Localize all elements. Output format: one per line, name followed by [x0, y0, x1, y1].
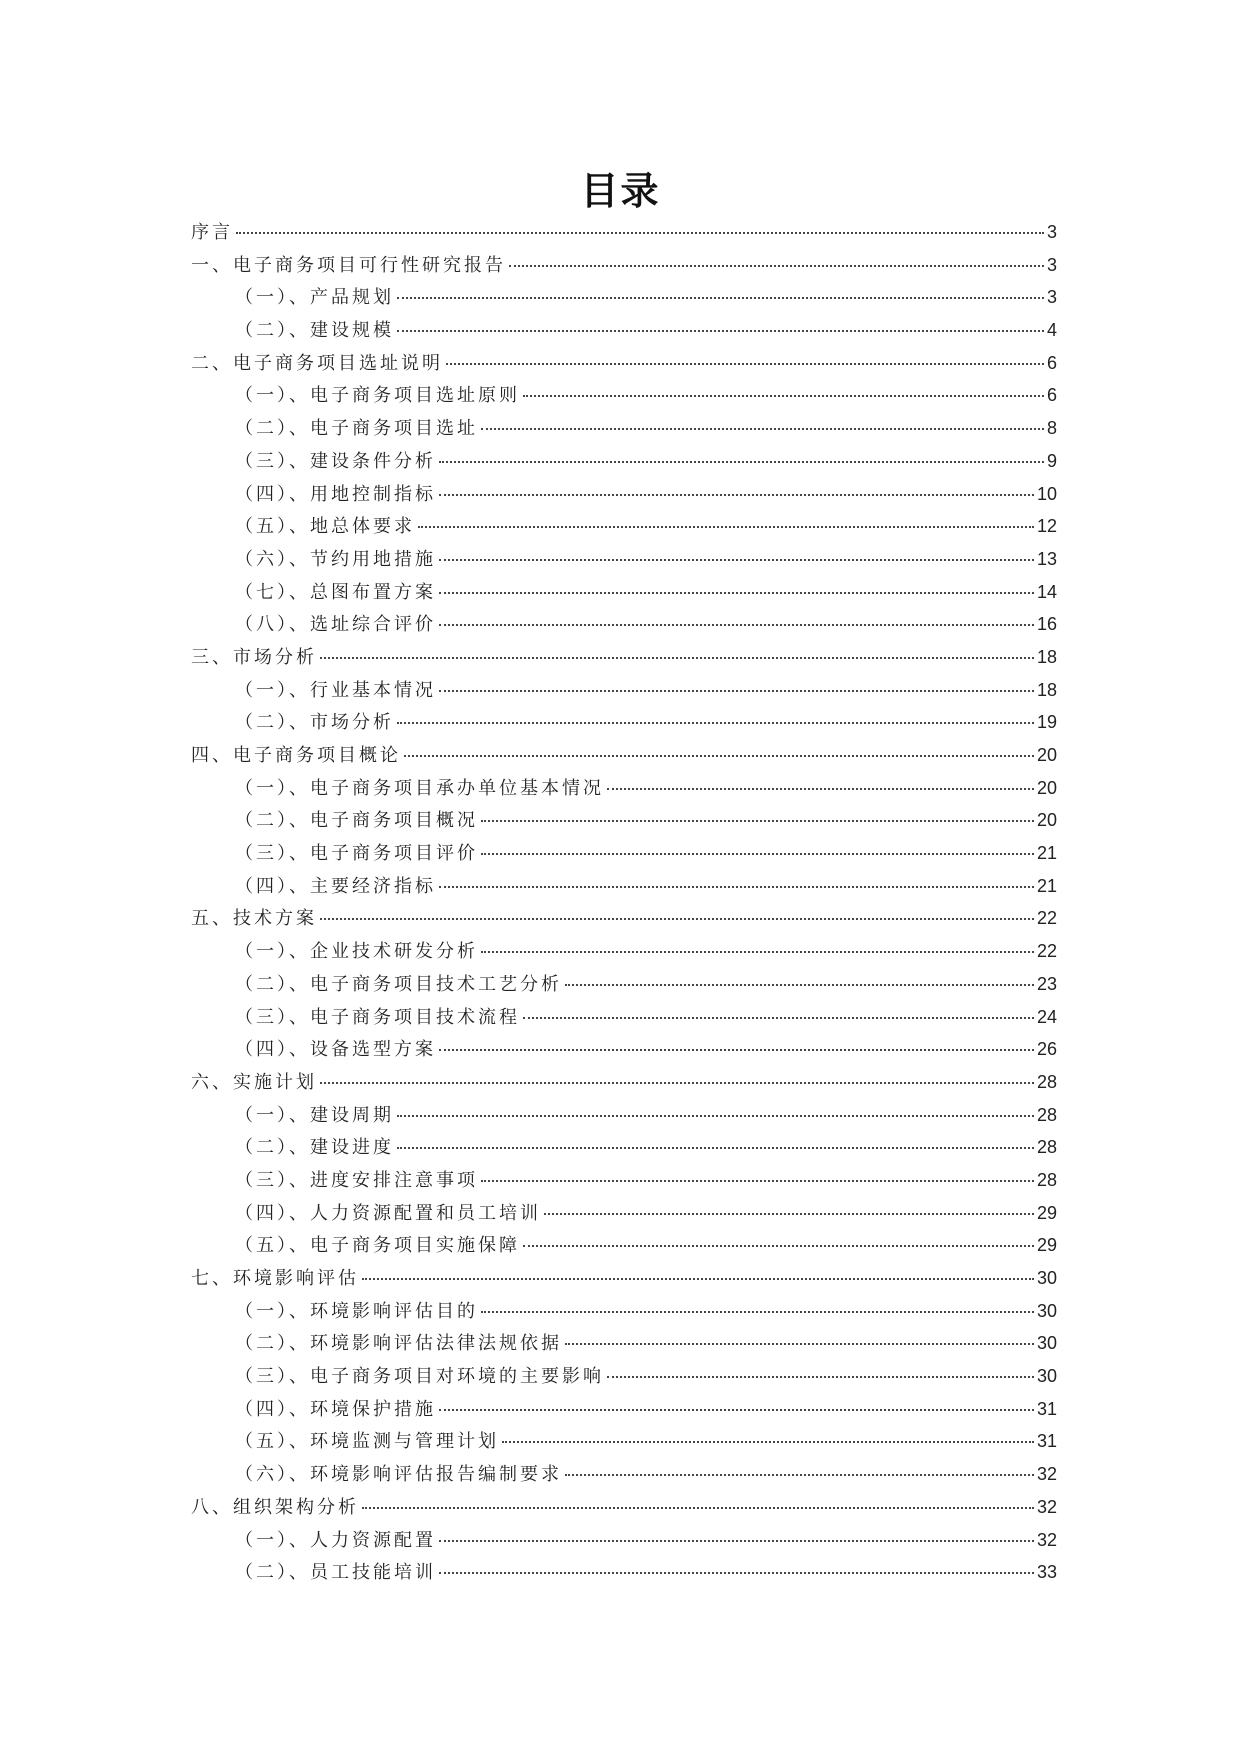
toc-entry-label: （一）、产品规划 — [235, 287, 394, 309]
toc-page-number: 6 — [1046, 352, 1057, 373]
toc-page-number: 20 — [1036, 777, 1057, 798]
toc-page-number: 20 — [1036, 810, 1057, 831]
toc-entry-label: （二）、环境影响评估法律法规依据 — [235, 1333, 562, 1355]
toc-dot-leader — [397, 296, 1044, 299]
toc-section-entry[interactable] — [191, 1133, 1057, 1166]
toc-dot-leader — [439, 885, 1034, 888]
toc-section-entry[interactable] — [191, 1166, 1057, 1199]
toc-entry-label: 一、电子商务项目可行性研究报告 — [191, 254, 506, 276]
toc-entry-label: （二）、电子商务项目概况 — [235, 810, 478, 832]
toc-dot-leader — [523, 1244, 1034, 1247]
toc-section-entry[interactable] — [191, 414, 1057, 447]
toc-entry-label: （一）、建设周期 — [235, 1104, 394, 1126]
toc-page-number: 18 — [1036, 679, 1057, 700]
toc-dot-leader — [362, 1277, 1034, 1280]
toc-entry-label: （二）、建设进度 — [235, 1137, 394, 1159]
toc-dot-leader — [439, 1571, 1034, 1574]
toc-page-number: 8 — [1046, 418, 1057, 439]
toc-page-number: 21 — [1036, 875, 1057, 896]
toc-dot-leader — [523, 394, 1044, 397]
page-title: 目录 — [580, 169, 661, 213]
toc-dot-leader — [439, 1408, 1034, 1411]
toc-dot-leader — [439, 689, 1034, 692]
toc-entry-label: （三）、电子商务项目技术流程 — [235, 1006, 520, 1028]
toc-entry-label: （五）、环境监测与管理计划 — [235, 1431, 499, 1453]
toc-section-entry[interactable] — [191, 447, 1057, 480]
toc-page-number: 13 — [1036, 548, 1057, 569]
toc-page-number: 16 — [1036, 614, 1057, 635]
toc-page-number: 22 — [1036, 941, 1057, 962]
toc-page-number: 23 — [1036, 973, 1057, 994]
toc-dot-leader — [362, 1506, 1034, 1509]
toc-entry-label: 二、电子商务项目选址说明 — [191, 352, 443, 374]
toc-dot-leader — [439, 591, 1034, 594]
toc-entry-label: （一）、环境影响评估目的 — [235, 1300, 478, 1322]
toc-page-number: 28 — [1036, 1137, 1057, 1158]
toc-entry-label: （一）、行业基本情况 — [235, 679, 436, 701]
toc-section-entry[interactable] — [191, 970, 1057, 1003]
toc-dot-leader — [397, 721, 1034, 724]
toc-chapter-entry[interactable] — [191, 904, 1057, 937]
toc-section-entry[interactable] — [191, 1558, 1057, 1591]
toc-dot-leader — [397, 1114, 1034, 1117]
toc-page-number: 28 — [1036, 1104, 1057, 1125]
toc-list — [191, 218, 1057, 1591]
toc-section-entry[interactable] — [191, 610, 1057, 643]
toc-page-number: 20 — [1036, 745, 1057, 765]
toc-section-entry[interactable] — [191, 1526, 1057, 1559]
toc-entry-label: （四）、人力资源配置和员工培训 — [235, 1202, 541, 1224]
toc-entry-label: （四）、设备选型方案 — [235, 1039, 436, 1061]
toc-entry-label: （二）、电子商务项目技术工艺分析 — [235, 973, 562, 995]
toc-page-number: 24 — [1036, 1006, 1057, 1027]
toc-section-entry[interactable] — [191, 1101, 1057, 1134]
toc-entry-label: （四）、主要经济指标 — [235, 875, 436, 897]
toc-entry-label: 三、市场分析 — [191, 646, 317, 668]
toc-entry-label: （三）、建设条件分析 — [235, 450, 436, 472]
toc-entry-label: （六）、节约用地措施 — [235, 548, 436, 570]
toc-dot-leader — [481, 852, 1034, 855]
toc-dot-leader — [397, 1146, 1034, 1149]
toc-entry-label: （一）、电子商务项目选址原则 — [235, 385, 520, 407]
toc-page-number: 29 — [1036, 1202, 1057, 1223]
toc-page-number: 21 — [1036, 843, 1057, 864]
toc-page-number: 29 — [1036, 1235, 1057, 1256]
toc-section-entry[interactable] — [191, 1199, 1057, 1232]
toc-dot-leader — [236, 231, 1044, 234]
toc-dot-leader — [320, 917, 1034, 920]
toc-entry-label: （二）、电子商务项目选址 — [235, 418, 478, 440]
toc-section-entry[interactable] — [191, 1329, 1057, 1362]
toc-page-number: 30 — [1036, 1333, 1057, 1354]
toc-section-entry[interactable] — [191, 1231, 1057, 1264]
toc-dot-leader — [502, 1440, 1034, 1443]
toc-page-number: 19 — [1036, 712, 1057, 733]
toc-section-entry[interactable] — [191, 512, 1057, 545]
toc-page-number: 30 — [1036, 1300, 1057, 1321]
toc-dot-leader — [607, 1375, 1034, 1378]
toc-chapter-entry[interactable] — [191, 218, 1057, 251]
toc-page-number: 12 — [1036, 516, 1057, 537]
toc-section-entry[interactable] — [191, 381, 1057, 414]
toc-section-entry[interactable] — [191, 1362, 1057, 1395]
toc-entry-label: （三）、进度安排注意事项 — [235, 1169, 478, 1191]
toc-dot-leader — [523, 1016, 1034, 1019]
toc-entry-label: （六）、环境影响评估报告编制要求 — [235, 1464, 562, 1486]
toc-entry-label: （三）、电子商务项目对环境的主要影响 — [235, 1366, 604, 1388]
toc-entry-label: （四）、用地控制指标 — [235, 483, 436, 505]
toc-dot-leader — [439, 493, 1034, 496]
toc-chapter-entry[interactable] — [191, 349, 1057, 382]
toc-dot-leader — [481, 1179, 1034, 1182]
toc-entry-label: （二）、市场分析 — [235, 712, 394, 734]
toc-dot-leader — [320, 656, 1034, 659]
toc-page-number: 32 — [1036, 1529, 1057, 1550]
toc-entry-label: （一）、电子商务项目承办单位基本情况 — [235, 777, 604, 799]
toc-entry-label: 四、电子商务项目概论 — [191, 745, 401, 766]
toc-section-entry[interactable] — [191, 1003, 1057, 1036]
toc-section-entry[interactable] — [191, 1035, 1057, 1068]
toc-dot-leader — [481, 1310, 1034, 1313]
toc-page-number: 18 — [1036, 646, 1057, 667]
toc-chapter-entry[interactable] — [191, 1264, 1057, 1297]
toc-dot-leader — [481, 427, 1044, 430]
toc-chapter-entry[interactable] — [191, 1493, 1057, 1526]
toc-entry-label: （四）、环境保护措施 — [235, 1398, 436, 1420]
toc-entry-label: （八）、选址综合评价 — [235, 614, 436, 636]
toc-section-entry[interactable] — [191, 480, 1057, 513]
toc-page-number: 3 — [1046, 254, 1057, 275]
toc-entry-label: 七、环境影响评估 — [191, 1268, 359, 1289]
toc-dot-leader — [397, 329, 1044, 332]
toc-section-entry[interactable] — [191, 774, 1057, 807]
toc-chapter-entry[interactable] — [191, 1068, 1057, 1101]
toc-page-number: 30 — [1036, 1366, 1057, 1387]
toc-dot-leader — [565, 1473, 1034, 1476]
toc-page-number: 10 — [1036, 483, 1057, 504]
toc-dot-leader — [439, 1048, 1034, 1051]
toc-dot-leader — [418, 525, 1034, 528]
toc-page-number: 28 — [1036, 1169, 1057, 1190]
toc-page-number: 33 — [1036, 1562, 1057, 1583]
toc-page-number: 22 — [1036, 908, 1057, 929]
toc-dot-leader — [509, 264, 1044, 267]
toc-page-number: 4 — [1046, 320, 1057, 341]
toc-dot-leader — [446, 362, 1044, 365]
toc-section-entry[interactable] — [191, 708, 1057, 741]
toc-dot-leader — [439, 1539, 1034, 1542]
toc-entry-label: （二）、员工技能培训 — [235, 1562, 436, 1584]
toc-entry-label: 序言 — [191, 222, 233, 243]
toc-page-number: 32 — [1036, 1496, 1057, 1517]
toc-page-number: 9 — [1046, 450, 1057, 471]
toc-dot-leader — [439, 460, 1044, 463]
toc-dot-leader — [565, 983, 1034, 986]
toc-section-entry[interactable] — [191, 1395, 1057, 1428]
toc-dot-leader — [544, 1212, 1034, 1215]
toc-page-number: 26 — [1036, 1039, 1057, 1060]
toc-dot-leader — [481, 819, 1034, 822]
toc-section-entry[interactable] — [191, 806, 1057, 839]
toc-entry-label: （五）、地总体要求 — [235, 516, 415, 538]
toc-page-number: 32 — [1036, 1464, 1057, 1485]
toc-section-entry[interactable] — [191, 316, 1057, 349]
toc-page-number: 6 — [1046, 385, 1057, 406]
toc-entry-label: （一）、人力资源配置 — [235, 1529, 436, 1551]
toc-entry-label: （五）、电子商务项目实施保障 — [235, 1235, 520, 1257]
toc-chapter-entry[interactable] — [191, 251, 1057, 284]
toc-entry-label: 六、实施计划 — [191, 1071, 317, 1093]
toc-page-number: 3 — [1046, 222, 1057, 242]
toc-dot-leader — [607, 787, 1034, 790]
toc-entry-label: （三）、电子商务项目评价 — [235, 843, 478, 865]
toc-section-entry[interactable] — [191, 1297, 1057, 1330]
toc-section-entry[interactable] — [191, 1460, 1057, 1493]
toc-entry-label: （二）、建设规模 — [235, 320, 394, 342]
toc-dot-leader — [565, 1342, 1034, 1345]
toc-dot-leader — [439, 623, 1034, 626]
toc-page-number: 3 — [1046, 287, 1057, 308]
toc-entry-label: （一）、企业技术研发分析 — [235, 941, 478, 963]
toc-entry-label: （七）、总图布置方案 — [235, 581, 436, 603]
toc-chapter-entry[interactable] — [191, 741, 1057, 774]
toc-section-entry[interactable] — [191, 545, 1057, 578]
toc-page-number: 28 — [1036, 1071, 1057, 1092]
toc-section-entry[interactable] — [191, 578, 1057, 611]
toc-dot-leader — [404, 754, 1034, 757]
toc-dot-leader — [439, 558, 1034, 561]
toc-entry-label: 五、技术方案 — [191, 908, 317, 930]
toc-page-number: 14 — [1036, 581, 1057, 602]
toc-section-entry[interactable] — [191, 676, 1057, 709]
toc-section-entry[interactable] — [191, 839, 1057, 872]
toc-dot-leader — [481, 950, 1034, 953]
toc-chapter-entry[interactable] — [191, 643, 1057, 676]
toc-section-entry[interactable] — [191, 937, 1057, 970]
toc-dot-leader — [320, 1081, 1034, 1084]
toc-page-number: 30 — [1036, 1268, 1057, 1288]
toc-entry-label: 八、组织架构分析 — [191, 1496, 359, 1518]
toc-section-entry[interactable] — [191, 283, 1057, 316]
toc-section-entry[interactable] — [191, 872, 1057, 905]
toc-page-number: 31 — [1036, 1431, 1057, 1452]
toc-page-number: 31 — [1036, 1398, 1057, 1419]
toc-section-entry[interactable] — [191, 1427, 1057, 1460]
